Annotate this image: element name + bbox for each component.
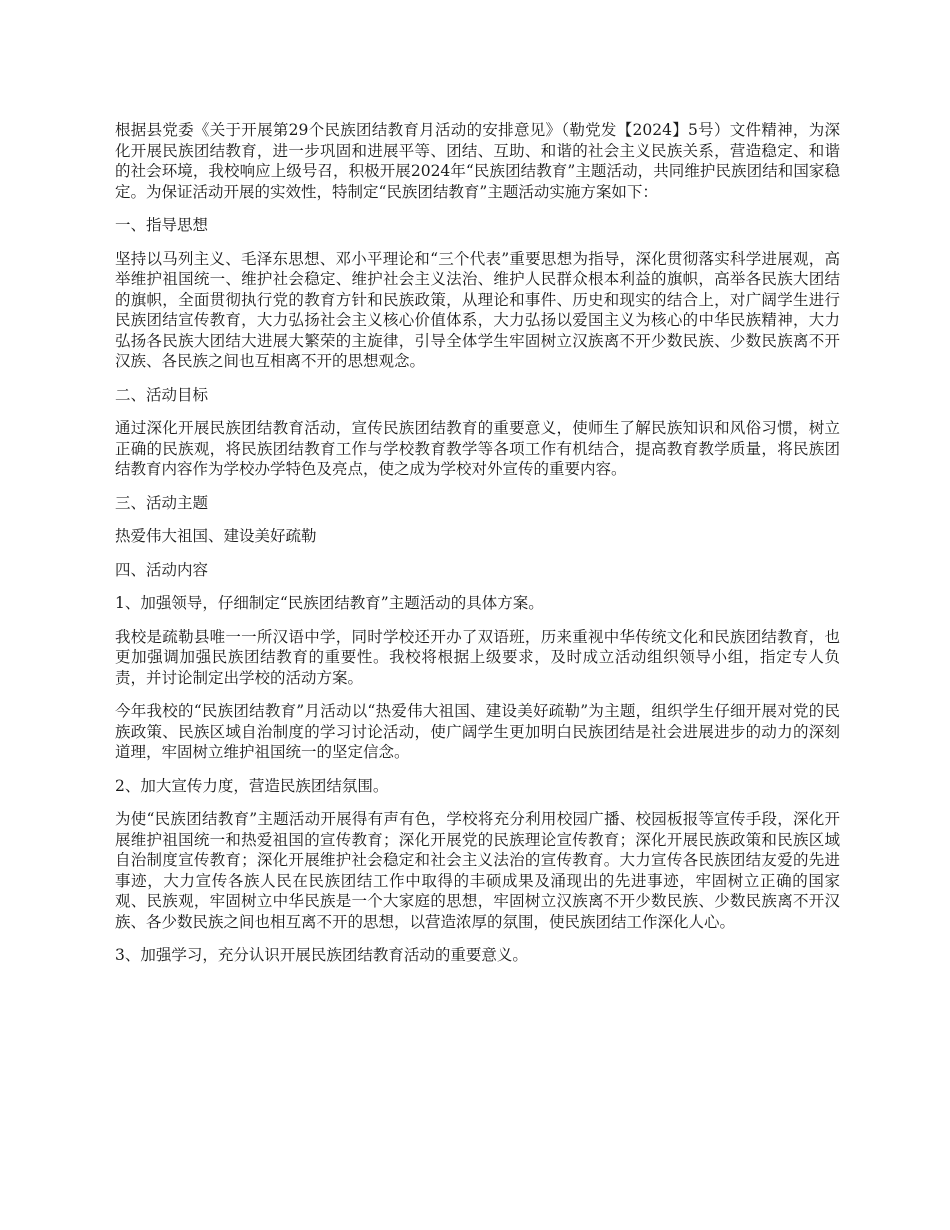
leadership-paragraph-1: 我校是疏勒县唯一一所汉语中学，同时学校还开办了双语班，历来重视中华传统文化和民族团结教育，也更加强调加强民族团结教育的重要性。我校将根据上级要求，及时成立活动组织领导小组，指定专人负责，并讨论制定出学校的活动方案。 <box>115 627 840 687</box>
subheading-3-study: 3、加强学习，充分认识开展民族团结教育活动的重要意义。 <box>115 946 528 964</box>
publicity-paragraph: 为使“民族团结教育”主题活动开展得有声有色，学校将充分利用校园广播、校园板报等宣传手段，深化开展维护祖国统一和热爱祖国的宣传教育；深化开展党的民族理论宣传教育；深化开展民族政策和民族区域自治制度宣传教育；深化开展维护社会稳定和社会主义法治的宣传教育。大力宣传各民族团结友爱的先进事迹，大力宣传各族人民在民族团结工作中取得的丰硕成果及涌现出的先进事迹，牢固树立正确的国家观、民族观，牢固树立中华民族是一个大家庭的思想，牢固树立汉族离不开少数民族、少数民族离不开汉族、各少数民族之间也相互离不开的思想，以营造浓厚的氛围，使民族团结工作深化人心。 <box>115 810 840 931</box>
theme-paragraph: 热爱伟大祖国、建设美好疏勒 <box>115 527 317 545</box>
section-heading-theme: 三、活动主题 <box>115 493 209 512</box>
subheading-1-leadership: 1、加强领导，仔细制定“民族团结教育”主题活动的具体方案。 <box>115 594 544 612</box>
section-heading-guiding-thought: 一、指导思想 <box>115 216 209 234</box>
leadership-paragraph-2: 今年我校的“民族团结教育”月活动以“热爱伟大祖国、建设美好疏勒”为主题，组织学生仔细开展对党的民族政策、民族区域自治制度的学习讨论活动，使广阔学生更加明白民族团结是社会进展进步的动力的深刻道理，牢固树立维护祖国统一的坚定信念。 <box>115 702 840 761</box>
section-heading-content: 四、活动内容 <box>115 560 209 579</box>
intro-paragraph: 根据县党委《关于开展第29个民族团结教育月活动的安排意见》（勒党发【2024】5号）文件精神，为深化开展民族团结教育，进一步巩固和进展平等、团结、互助、和谐的社会主义民族关系，营造稳定、和谐的社会环境，我校响应上级号召，积极开展2024年“民族团结教育”主题活动，共同维护民族团结和国家稳定。为保证活动开展的实效性，特制定“民族团结教育”主题活动实施方案如下： <box>115 121 840 201</box>
section-heading-goals: 二、活动目标 <box>115 385 209 404</box>
subheading-2-publicity: 2、加大宣传力度，营造民族团结氛围。 <box>115 776 389 795</box>
guiding-thought-paragraph: 坚持以马列主义、毛泽东思想、邓小平理论和“三个代表”重要思想为指导，深化贯彻落实科学进展观，高举维护祖国统一、维护社会稳定、维护社会主义法治、维护人民群众根本利益的旗帜，高举各民族大团结的旗帜，全面贯彻执行党的教育方针和民族政策，从理论和事件、历史和现实的结合上，对广阔学生进行民族团结宣传教育，大力弘扬社会主义核心价值体系，大力弘扬以爱国主义为核心的中华民族精神，大力弘扬各民族大团结大进展大繁荣的主旋律，引导全体学生牢固树立汉族离不开少数民族、少数民族离不开汉族、各民族之间也互相离不开的思想观念。 <box>115 249 840 370</box>
goals-paragraph: 通过深化开展民族团结教育活动，宣传民族团结教育的重要意义，使师生了解民族知识和风俗习惯，树立正确的民族观，将民族团结教育工作与学校教育教学等各项工作有机结合，提高教育教学质量，将民族团结教育内容作为学校办学特色及亮点，使之成为学校对外宣传的重要内容。 <box>115 419 840 478</box>
document-page <box>115 120 840 979</box>
